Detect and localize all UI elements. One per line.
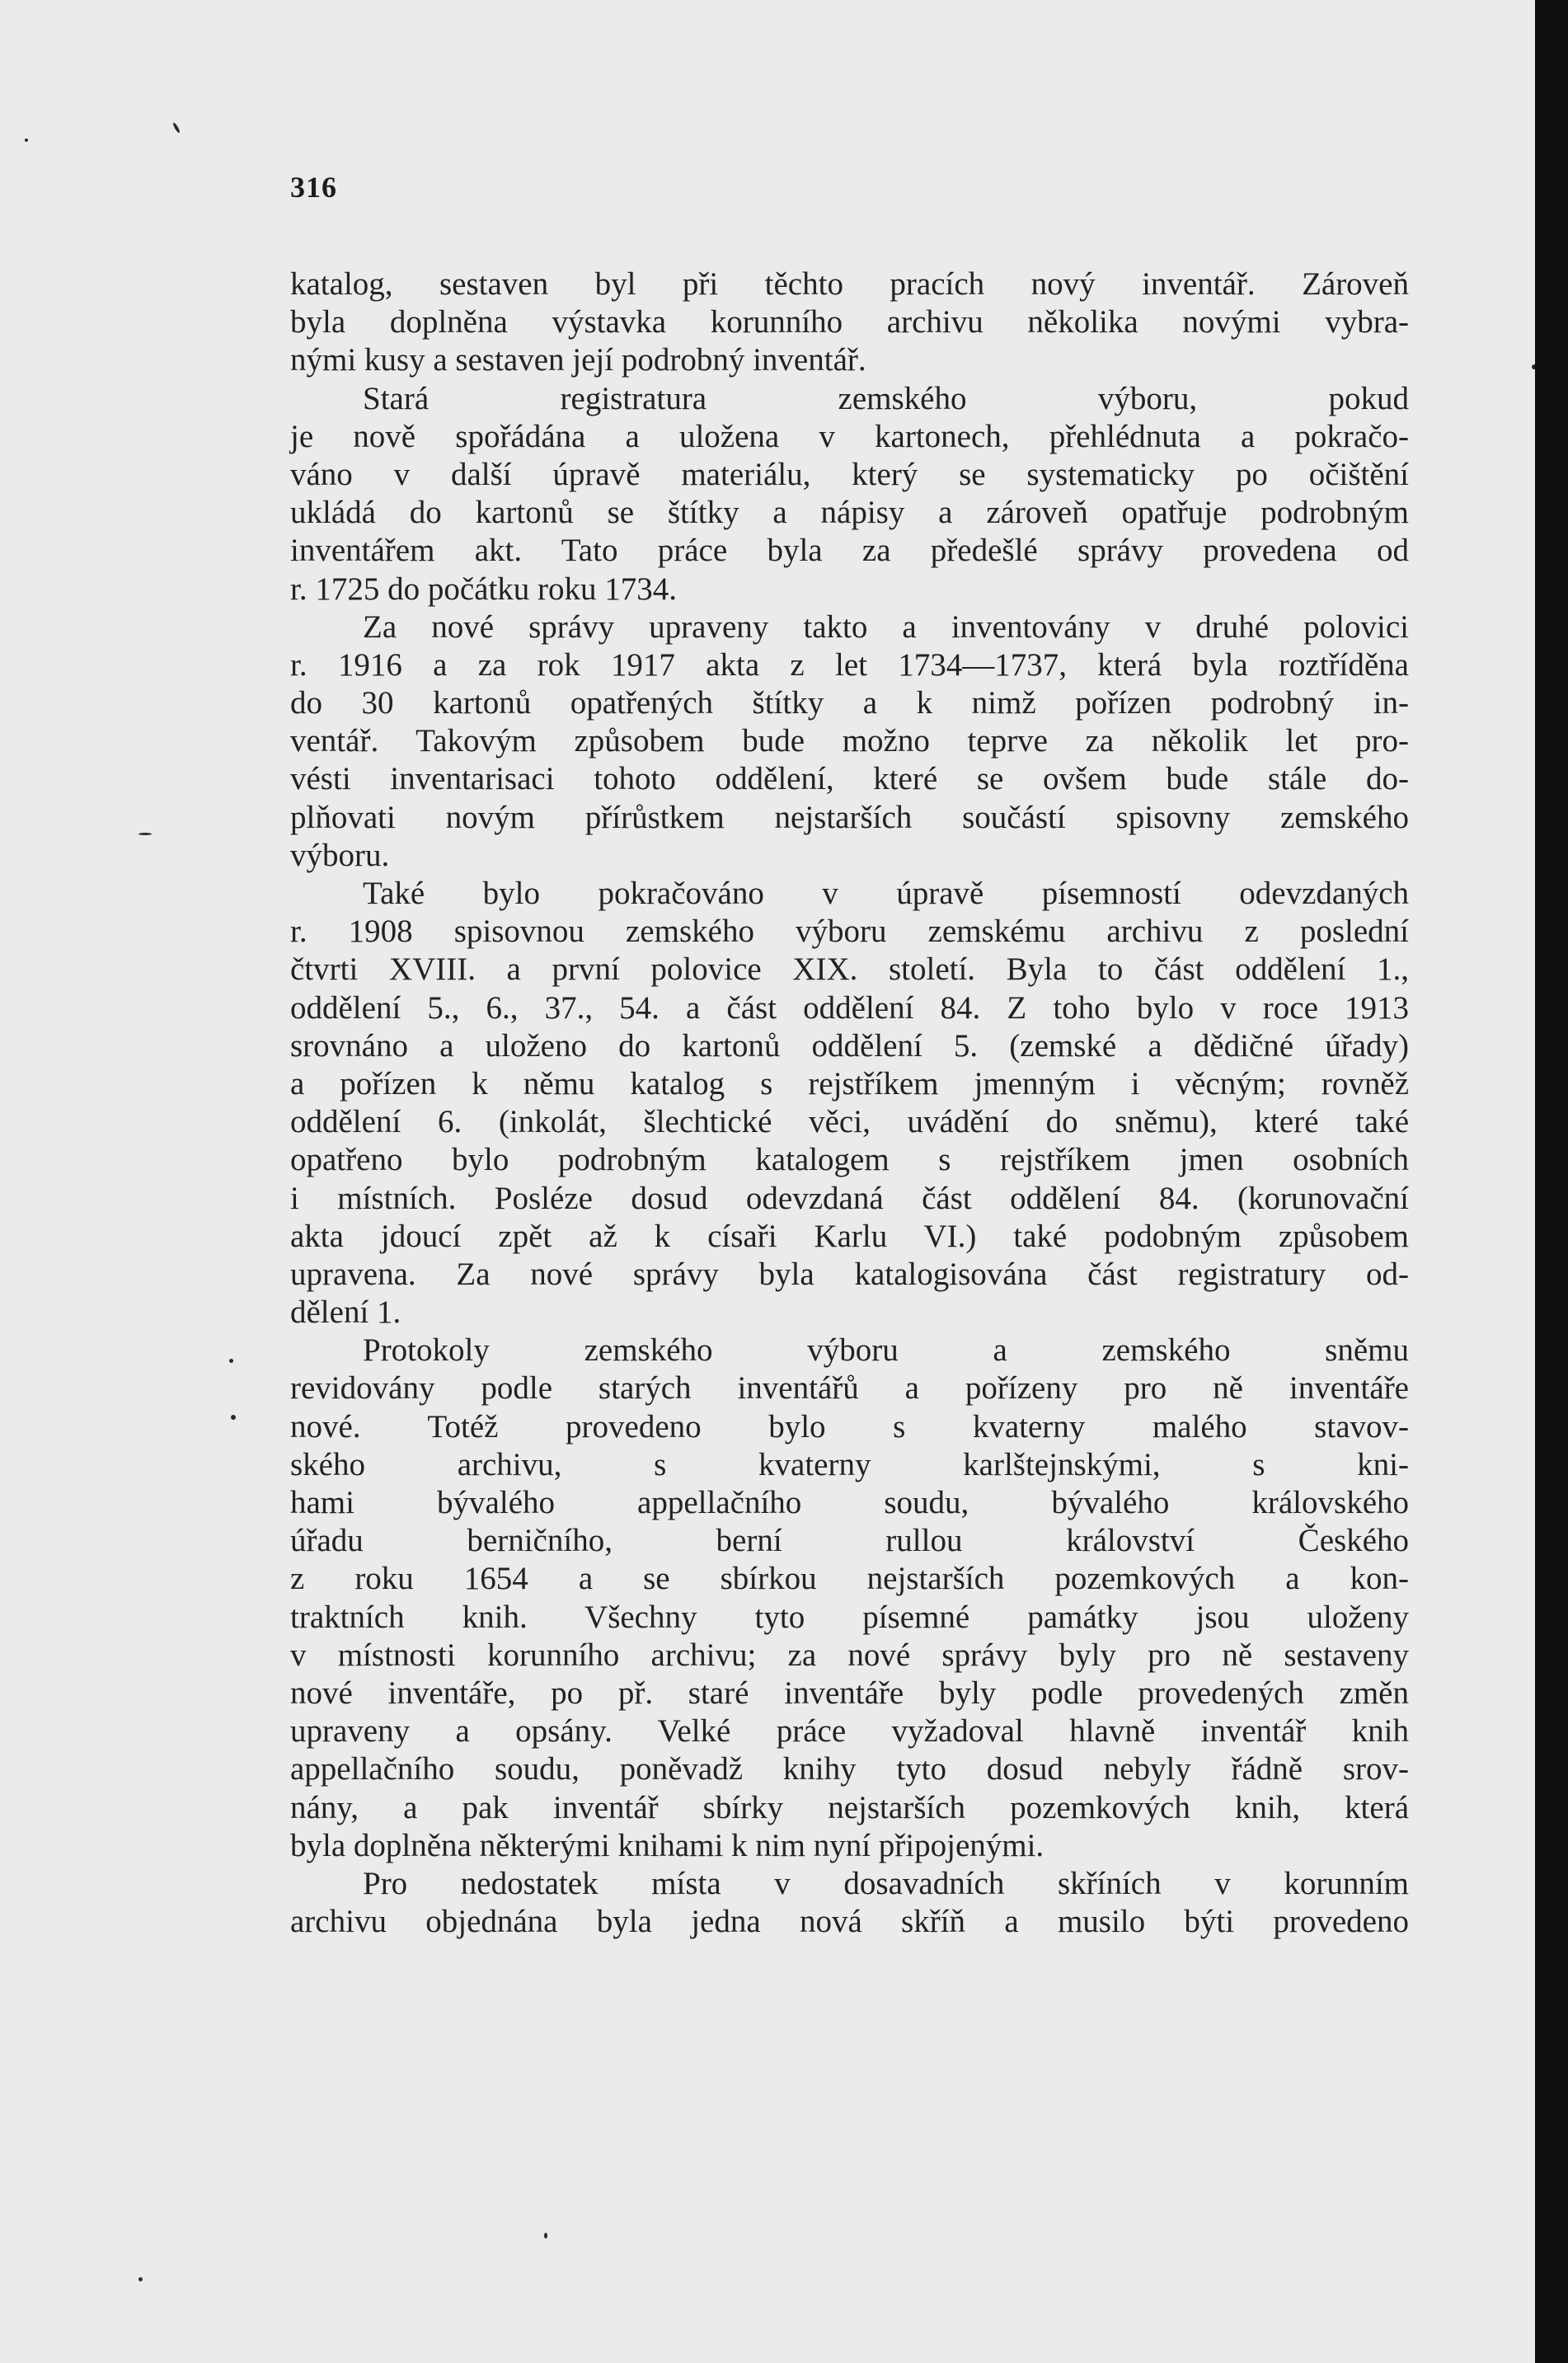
text-line: r. 1725 do počátku roku 1734. [290, 571, 678, 607]
text-line: opatřeno bylo podrobným katalogem s rejstříkem jmen osobních [290, 1142, 1409, 1178]
text-line: plňovati novým přírůstkem nejstarších součástí spisovny zemského [290, 799, 1409, 835]
text-line: akta jdoucí zpět až k císaři Karlu VI.) také podobným způsobem [290, 1218, 1409, 1254]
text-line: srovnáno a uloženo do kartonů oddělení 5. (zemské a dědičné úřady) [290, 1027, 1409, 1064]
scan-speck [25, 139, 28, 142]
text-line: z roku 1654 a se sbírkou nejstarších pozemkových a kon- [290, 1561, 1409, 1597]
text-line: a pořízen k němu katalog s rejstříkem jmenným i věcným; rovněž [290, 1065, 1409, 1102]
text-line: vésti inventarisaci tohoto oddělení, které se ovšem bude stále do- [290, 761, 1409, 797]
text-line: Za nové správy upraveny takto a inventovány v druhé polovici [363, 608, 1409, 645]
text-line: nové. Totéž provedeno bylo s kvaterny malého stavov- [290, 1408, 1409, 1445]
text-line: nány, a pak inventář sbírky nejstarších pozemkových knih, která [290, 1789, 1409, 1825]
text-line: čtvrti XVIII. a první polovice XIX. století. Byla to část oddělení 1., [290, 951, 1409, 988]
text-line: r. 1908 spisovnou zemského výboru zemskému archivu z poslední [290, 914, 1409, 950]
text-line: Protokoly zemského výboru a zemského sněmu [363, 1332, 1409, 1369]
text-line: appellačního soudu, poněvadž knihy tyto dosud nebyly řádně srov- [290, 1751, 1409, 1788]
text-line: traktních knih. Všechny tyto písemné památky jsou uloženy [290, 1599, 1409, 1635]
text-line: váno v další úpravě materiálu, který se systematicky po očištění [290, 456, 1409, 492]
scan-speck [138, 2277, 143, 2281]
text-line: výboru. [290, 837, 390, 873]
text-line: oddělení 5., 6., 37., 54. a část oddělení 84. Z toho bylo v roce 1913 [290, 989, 1409, 1026]
text-line: ventář. Takovým způsobem bude možno teprve za několik let pro- [290, 723, 1409, 759]
text-line: upravena. Za nové správy byla katalogisována část registratury od- [290, 1256, 1409, 1292]
text-line: dělení 1. [290, 1294, 401, 1331]
text-line: byla doplněna některými knihami k nim nyní připojenými. [290, 1827, 1045, 1863]
text-line: archivu objednána byla jedna nová skříň a musilo býti provedeno [290, 1904, 1409, 1940]
scan-speck [229, 1359, 233, 1363]
text-line: hami bývalého appellačního soudu, bývalého královského [290, 1485, 1409, 1520]
text-line: v místnosti korunního archivu; za nové správy byly pro ně sestaveny [290, 1637, 1409, 1673]
text-line: upraveny a opsány. Velké práce vyžadoval hlavně inventář knih [290, 1713, 1409, 1750]
text-line: ukládá do kartonů se štítky a nápisy a zároveň opatřuje podrobným [290, 495, 1409, 531]
text-line: Stará registratura zemského výboru, pokud [363, 380, 1409, 416]
text-line: ského archivu, s kvaterny karlštejnskými, s kni- [290, 1446, 1409, 1482]
text-line: inventářem akt. Tato práce byla za předešlé správy provedena od [290, 533, 1409, 569]
page-number: 316 [290, 171, 337, 204]
text-line: do 30 kartonů opatřených štítky a k nimž pořízen podrobný in- [290, 685, 1409, 721]
body-text [290, 265, 1409, 1941]
text-line: úřadu berničního, berní rullou království Českého [290, 1523, 1409, 1559]
text-line: oddělení 6. (inkolát, šlechtické věci, uvádění do sněmu), které také [290, 1104, 1409, 1140]
scan-speck [138, 833, 152, 835]
text-line: r. 1916 a za rok 1917 akta z let 1734—1737, která byla roztříděna [290, 646, 1409, 683]
text-line: byla doplněna výstavka korunního archivu několika novými vybra- [290, 304, 1409, 341]
scan-speck [544, 2233, 547, 2239]
text-line: nými kusy a sestaven její podrobný inventář. [290, 342, 866, 378]
text-line: je nově spořádána a uložena v kartonech, přehlédnuta a pokračo- [290, 418, 1409, 454]
text-line: Také bylo pokračováno v úpravě písemností odevzdaných [363, 876, 1409, 911]
scan-speck [172, 122, 181, 134]
text-line: i místních. Posléze dosud odevzdaná část oddělení 84. (korunovační [290, 1180, 1409, 1216]
text-line: revidovány podle starých inventářů a pořízeny pro ně inventáře [290, 1370, 1409, 1407]
text-line: nové inventáře, po př. staré inventáře byly podle provedených změn [290, 1675, 1409, 1711]
text-line: katalog, sestaven byl při těchto pracích nový inventář. Zároveň [290, 266, 1409, 302]
text-line: Pro nedostatek místa v dosavadních skříních v korunním [363, 1865, 1409, 1901]
scan-speck [1532, 364, 1535, 369]
scan-speck [231, 1415, 236, 1420]
